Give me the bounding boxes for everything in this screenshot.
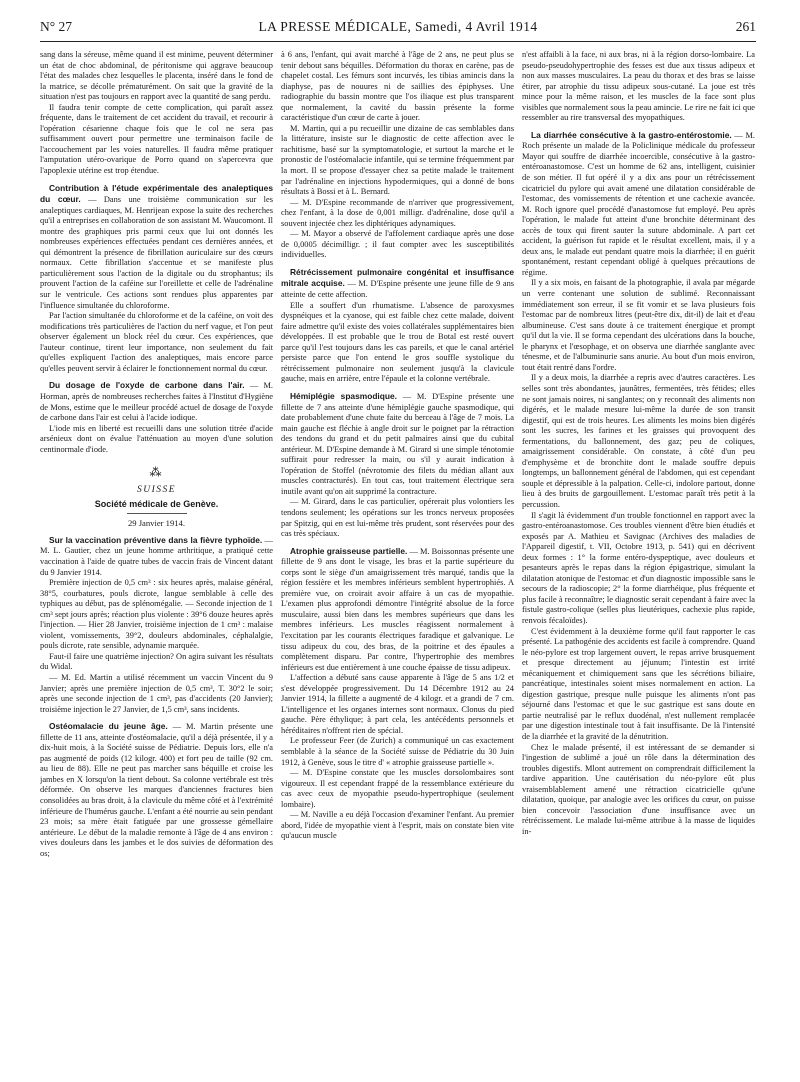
session-date: 29 Janvier 1914. [127,518,186,529]
paragraph-text: — M. Martin présente une fillette de 11 ans, atteinte d'ostéomalacie, qu'il a déjà présentée, il y a dix-huit mois, à la Société suisse de Pédiatrie. Depuis lors, elle n'a pas augmenté de poids (12 kilogr. 400) et fort peu de taille (92 cm. au lieu de 88). Elle ne peut pas marcher sans béquille et croise les jambes en X lorsqu'on la tient debout. Sa colonne vertébrale est très déformée. On observe les marques d'anciennes fractures bien consolidées au bras droit, à la clavicule du même côté et à l'extrémité inférieure de l'humérus gauche. L'enfant a été nourrie au sein pendant 23 mois; sa mère était fatiguée par une grossesse gémellaire antérieure. Le début de la maladie remonte à l'âge de 4 ans environ : vives douleurs dans les jambes et le dos suivies de déformation des os; [40,722,273,858]
paragraph [522,373,755,510]
paragraph-text: — M. D'Espine présente une fillette de 7 ans atteinte d'une hémiplégie gauche spasmodique, qui date probablement d'une chute faite du berceau à l'âge de 7 mois. La main gauche est fléchie à angle droit sur le poignet par la rétraction des tendons du grand et du petit palmaires ainsi que du cubital antérieur. M. D'Espine demande à M. Girard si une simple ténotomie suffirait pour redresser la main, ou s'il y aurait indication à l'opération de Stoffel (névrotomie des filets du médian allant aux muscles contracturés). En tout cas, tout traitement électrique sera inutile avant qu'on ait supprimé la contracture. [281,391,514,496]
journal-title: LA PRESSE MÉDICALE, Samedi, 4 Avril 1914 [258,19,538,34]
paragraph [522,511,755,627]
paragraph [281,810,514,842]
paragraph-text: — M. Naville a eu déjà l'occasion d'examiner l'enfant. Au premier abord, l'idée de myopathie vient à l'esprit, mais on constate bien vite qu'aucun muscle [281,810,514,841]
paragraph-text: — M. Ed. Martin a utilisé récemment un vaccin Vincent du 9 Janvier; après une première injection de 0,5 cm³, T. 30°2 le soir; après une seconde injection de 1 cm³, pas d'accidents (20 Janvier); troisième injection le 27 Janvier, de 1,5 cm³, sans incidents. [40,672,273,714]
article-title: Rétrécissement pulmonaire congénital et insuffisance mitrale acquise. [281,266,514,289]
paragraph-text: — M. L. Gautier, chez un jeune homme arthritique, a pratiqué cette vaccination à l'aide de quatre tubes de vaccin frais de Vincent datant du 9 Janvier 1914. [40,535,273,577]
article-paragraph [40,380,273,423]
column-1 [40,50,273,1075]
paragraph-text: — M. D'Espine recommande de n'arriver que progressivement, chez l'enfant, à la dose de 0,001 milligr. d'adrénaline, dose qu'il a souvent injectée chez les diphtériques adynamiques. [281,197,514,228]
paragraph-text: — M. Boissonnas présente une fillette de 9 ans dont le visage, les bras et la partie supérieure du corps sont le siège d'un amaigrissement très marqué, tandis que la région fessière et les membres inférieurs semblent hypertrophiés. A première vue, on croirait avoir affaire à un cas de myopathie. L'examen plus approfondi démontre l'intégrité absolue de la force musculaire, aussi bien dans les membres supérieurs que dans les membres inférieurs. Les muscles réagissent normalement à l'excitation par les courants électriques faradique et galvanique. Le tissu adipeux du cou, des bras, de la poitrine et des épaules a complètement disparu. Par contre, l'hypertrophie des membres inférieurs est due entièrement à une couche épaisse de tissu adipeux. [281,546,514,672]
paragraph-text: — M. Roch présente un malade de la Policlinique médicale du professeur Mayor qui souffre de diarrhée incoercible, consécutive à la gastro-entéroanastomose. C'est un homme de 62 ans, intelligent, cuisinier de son métier. Il fut opéré il y a dix ans pour un rétrécissement cicatriciel du pylore qui avait amené une dilatation considérable de l'estomac, des vomissements de rétention et une cachexie avancée. M. Roch ignore quel procédé d'anastomose fut employé. Peu après l'opération, le malade fut atteint d'une bronchite déterminant des accès de toux qui firent sauter la suture abdominale. A part cet accident, la guérison fut rapide et le résultat excellent, mais, il y a deux ans, le malade eut pendant quatre mois la diarrhée; il en guérit spontanément, restant cependant obligé à quelques précautions de régime. [522,130,755,277]
article-paragraph [40,183,273,312]
paragraph-text: M. Martin, qui a pu recueillir une dizaine de cas semblables dans la littérature, insiste sur le diagnostic de cette affection avec le rachitisme, basé sur la symptomatologie, et surtout la marche et le pronostic de l'ostéomalacie infantile, qui se termine fréquemment par la mort. Il se propose d'essayer chez sa petite malade le traitement par l'adrénaline en injections hypodermiques, qui a donné de bons résultats à Bossi et à L. Bernard. [281,123,514,197]
paragraph-text: Faut-il faire une quatrième injection? On agira suivant les résultats du Widal. [40,651,273,672]
paragraph [281,124,514,198]
paragraph-text: Il y a deux mois, la diarrhée a repris avec d'autres caractères. Les selles sont très abondantes, jaunâtres, fermentées, très fétides; elles ne sont jamais noires, ni sanglantes; on y reconnaît des aliments non digérés, et le malade mesure lui-même la durée de son transit digestif, qui est de trois heures. Les aliments les moins bien digérés sont les sucres, les farines et les graisses qui provoquent des fermentations, du ballonnement, des gaz; peu de coliques, amaigrissement considérable. On constate, à côté d'un peu d'emphysème et de bronchite dont le malade souffre depuis longtemps, un ballonnement général de l'abdomen, qui est cependant souple et dépressible à la palpation. Celle-ci, indolore partout, donne lieu à des bruits de gargouillement. L'estomac paraît très petit à la percussion. [522,373,755,509]
paragraph [522,743,755,838]
section-separator: ⁂ [149,465,164,480]
article-paragraph [40,721,273,859]
paragraph [281,50,514,124]
paragraph-text: — M. Mayor a observé de l'affolement cardiaque après une dose de 0,0005 décimilligr. ; il faut compter avec les susceptibilités individuelles. [281,229,514,260]
divider [127,513,187,514]
article-paragraph [281,391,514,497]
paragraph-text: — M. D'Espine constate que les muscles dorsolombaires sont vigoureux. Il est cependant frappé de la ressemblance extérieure du cas avec ceux de myopathie pseudo-hypertrophique (seulement lombaire). [281,768,514,809]
society-heading: Société médicale de Genève. [94,498,219,509]
paragraph-text: — M. Girard, dans le cas particulier, opérerait plus volontiers les tendons seulement; les opérations sur les troncs nerveux proposées par Spitzig, qui en est lui-même très prudent, sont réservées pour des cas très spéciaux. [281,497,514,539]
paragraph-text: Il s'agit là évidemment d'un trouble fonctionnel en rapport avec la gastro-entéroanastomose. Ces troubles viennent d'être bien étudiés et exposés par A. Mathieu et Savignac (Archives des maladies de l'Appareil digestif, t. VII, Octobre 1913, p. 541) qui en décrivent deux formes : 1° la forme entéro-dyspeptique, avec douleurs et pesanteurs après le repas dans la région épigastrique, simulant la dilatation atonique de l'estomac et d'un diagnostic impossible sans le secours de la radioscopie; 2° la forme diarrhéique, plus fréquente et plus facile à reconnaître; le diagnostic serait cependant à faire avec la fistule gastro-colique (selles plus lieutériques, cachexie plus rapide, renvois fécaloïdes). [522,510,755,625]
paragraph-text: — M. D'Espine présente une jeune fille de 9 ans atteinte de cette affection. [281,279,514,300]
article-title: Ostéomalacie du jeune âge. [49,721,168,732]
paragraph-text: n'est affaibli à la face, ni aux bras, ni à la région dorso-lombaire. La pseudo-pseudohypertrophie des fesses est due aux tissus adipeux et non aux masses musculaires. La peau du thorax et des bras se laisse étirer, par atrophie du tissu adipeux sous-cutané. La joue est très mince pour la même raison, et les muscles de la face sont plus visibles que normalement sous la peau amincie. Le rire ne fait ici que ressembler au rire transversal des myopathiques. [522,50,755,123]
paragraph [522,278,755,373]
article-title: Du dosage de l'oxyde de carbone dans l'air. [49,380,245,391]
issue-number: N° 27 [40,19,73,34]
paragraph [522,50,755,124]
article-title: Contribution à l'étude expérimentale des analeptiques du cœur. [40,182,273,205]
paragraph-text: à 6 ans, l'enfant, qui avait marché à l'âge de 2 ans, ne peut plus se tenir debout sans béquilles. Déformation du thorax en carène, pas de chapelet costal. Les fémurs sont incurvés, les tibias amincis dans la diaphyse, pas de nouures ni de saillies des épiphyses. Une radiographie du bassin montre que l'os iliaque est plus transparent que normalement, la cavité du bassin présente la forme caractéristique d'un cœur de carte à jouer. [281,50,514,123]
article-paragraph [281,546,514,674]
article-title: Atrophie graisseuse partielle. [290,545,408,556]
article-paragraph [281,267,514,301]
section-heading: SUISSE [136,485,177,496]
paragraph-text: — M. Horman, après de nombreuses recherches faites à l'Institut d'Hygiène de Mons, estime que le meilleur procédé actuel de dosage de l'oxyde de carbone dans l'air est celui à l'acide iodique. [40,381,273,423]
paragraph-text: Chez le malade présenté, il est intéressant de se demander si l'ingestion de sublimé a joué un rôle dans la détermination des troubles digestifs. Mlont autrement on comprendrait difficilement la tardive apparition. Une cautérisation du néo-pylore eût plus vraisemblablement amené une rétraction cicatricielle qu'une dilatation, quoique, par analogie avec les orifices du cœur, on puisse bien concevoir l'association d'une insuffisance avec un rétrécissement. Le malade lui-même attribue à la masse de liquides in- [522,742,755,836]
paragraph [40,578,273,652]
paragraph-text: Par l'action simultanée du chloroforme et de la caféine, on voit des modifications très particulières de l'action du nerf vague, et l'on peut observer également un block réel du cœur. Ces expériences, que l'auteur continue, tirent leur importance, non seulement du fait qu'elles expliquent l'action des analeptiques, mais encore parce qu'elles peuvent servir à éclairer le fonctionnement normal du cœur. [40,311,273,373]
paragraph [281,229,514,261]
paragraph [40,311,273,374]
page-number: 261 [735,19,756,34]
paragraph [40,50,273,103]
paragraph [40,424,273,456]
paragraph [281,497,514,539]
paragraph-text: Le professeur Feer (de Zurich) a communiqué un cas exactement semblable à la séance de la Société suisse de Pédiatrie du 30 Juin 1912, à Genève, sous le titre d' « atrophie graisseuse partielle ». [281,736,514,767]
paragraph-text: C'est évidemment à la deuxième forme qu'il faut rapporter le cas présenté. La pathogénie des accidents est facile à comprendre. Quand le néo-pylore est trop largement ouvert, le repas arrive brusquement et presque directement au jéjunum; l'intestin est irrité mécaniquement et chimiquement sans que les sécrétions biliaire, pancréatique, intestinales soient mises normalement en action. La digestion gastrique, presque nulle puisque les aliments n'ont pas séjourné dans l'estomac et que le suc gastrique est sans doute en partie neutralisé par le reflux duodénal, n'est nullement remplacée par une digestion intestinale tout à fait insuffisante. De là l'intensité de la diarrhée et la gravité de la dénutrition. [522,626,755,741]
paragraph-text: Il y a six mois, en faisant de la photographie, il avala par mégarde un verre contenant une solution de sublimé. Reconnaissant immédiatement son erreur, il se fit vomir et se lava plusieurs fois l'estomac par de nombreux litres (peut-être dix, dit-il) de lait et d'eau albumineuse. C'est sans doute à ce traitement énergique et prompt qu'il dut la vie. Il se forma cependant des ulcérations dans la bouche, le pharynx et l'œsophage, et on observa une diarrhée sanglante avec ténesme, et de l'albuminurie sans anurie. Au bout d'un mois environ, tout était rentré dans l'ordre. [522,278,755,372]
paragraph-text: L'iode mis en liberté est recueilli dans une solution titrée d'acide arsénieux dont on évalue l'atténuation au moyen d'une solution centinormale d'iode. [40,423,273,454]
column-3 [522,50,755,1075]
paragraph [40,673,273,715]
article-title: Sur la vaccination préventive dans la fièvre typhoïde. [49,534,263,545]
article-title: Hémiplégie spasmodique. [290,390,397,401]
paragraph-text: Il faudra tenir compte de cette complication, qui paraît assez fréquente, dans le traitement de cet accident du travail, et recourir à l'opération césarienne chaque fois que le col ne sera pas suffisamment ouvert pour permettre une terminaison facile de l'accouchement par les voies naturelles. Il faudra même pratiquer l'amputation utéro-ovarique de Porro quand on s'apercevra que l'apoplexie utérine est trop étendue. [40,102,273,176]
paragraph-text: sang dans la séreuse, même quand il est minime, peuvent déterminer un état de choc abdominal, de péritonisme qui aggrave beaucoup l'état des malades chez lesquelles le placenta, inséré dans le fond de la matrice, se décolle prématurément. On sait que la gravité de la situation n'est pas toujours en rapport avec la quantité de sang perdu. [40,50,273,102]
column-2 [281,50,514,1075]
header-rule [40,41,756,42]
paragraph [281,301,514,385]
paragraph-text: L'affection a débuté sans cause apparente à l'âge de 5 ans 1/2 et s'est développée progressivement. Du 14 Décembre 1912 au 24 Janvier 1914, la fillette a augmenté de 4 kilogr. et a grandi de 7 cm. L'intelligence et les organes internes sont normaux. Clonus du pied gauche. Père éthylique; à part cela, les antécédents personnels et héréditaires n'offrent rien de spécial. [281,673,514,735]
paragraph [281,736,514,768]
paragraph [522,627,755,743]
paragraph-text: Elle a souffert d'un rhumatisme. L'absence de paroxysmes dyspnéiques et la cyanose, qui est faible chez cette malade, doivent faire admettre qu'il existe des voies collatérales supplémentaires bien développées. Il est probable que le trou de Botal est resté ouvert parce qu'il l'est toujours dans les cas pareils, et que le canal artériel persiste parce que l'on entend le gros souffle systolique du rétrécissement pulmonaire non seulement jusqu'à la clavicule gauche, mais en arrière, entre l'épaule et la colonne vertébrale. [281,300,514,384]
article-title: La diarrhée consécutive à la gastro-entérostomie. [531,129,732,140]
paragraph [281,198,514,230]
paragraph-text: — Dans une troisième communication sur les analeptiques cardiaques, M. Henrijean expose la suite des recherches qu'il a entreprises en collaboration de son assistant M. Waucomont. Il montre des graphiques pris parmi ceux que lui ont donnés les nombreuses expériences effectuées pendant ces dernières années, et qui démontrent la présence de fibrillation auriculaire sur des cœurs normaux. Cette fibrillation s'accentue et se manifeste plus particulièrement sous l'action de la digitale ou du strophantus; ils prouvent l'action de la caféine sur l'oreillette et celle de l'adrénaline sur le ventricule. Ces actions sont rendues plus apparentes par l'influence simultanée du chloroforme. [40,195,273,310]
paragraph [281,768,514,810]
paragraph [40,652,273,673]
paragraph [281,673,514,736]
article-paragraph [522,130,755,279]
paragraph [40,103,273,177]
paragraph-text: Première injection de 0,5 cm³ : six heures après, malaise général, 38°5, courbatures, pouls dicrote, langue semblable à celle des typhiques au début, pas de splénomégalie. — Seconde injection de 1 cm³ sept jours après; réaction plus violente : 39°6 douze heures après l'injection. — Hier 28 Janvier, troisième injection de 1 cm³ : malaise violent, vomissements, 39°2, douleurs abdominales, céphalalgie, pouls dicrote, rate sensible, adynamie marquée. [40,578,273,651]
article-paragraph [40,535,273,578]
page-header [40,19,756,41]
